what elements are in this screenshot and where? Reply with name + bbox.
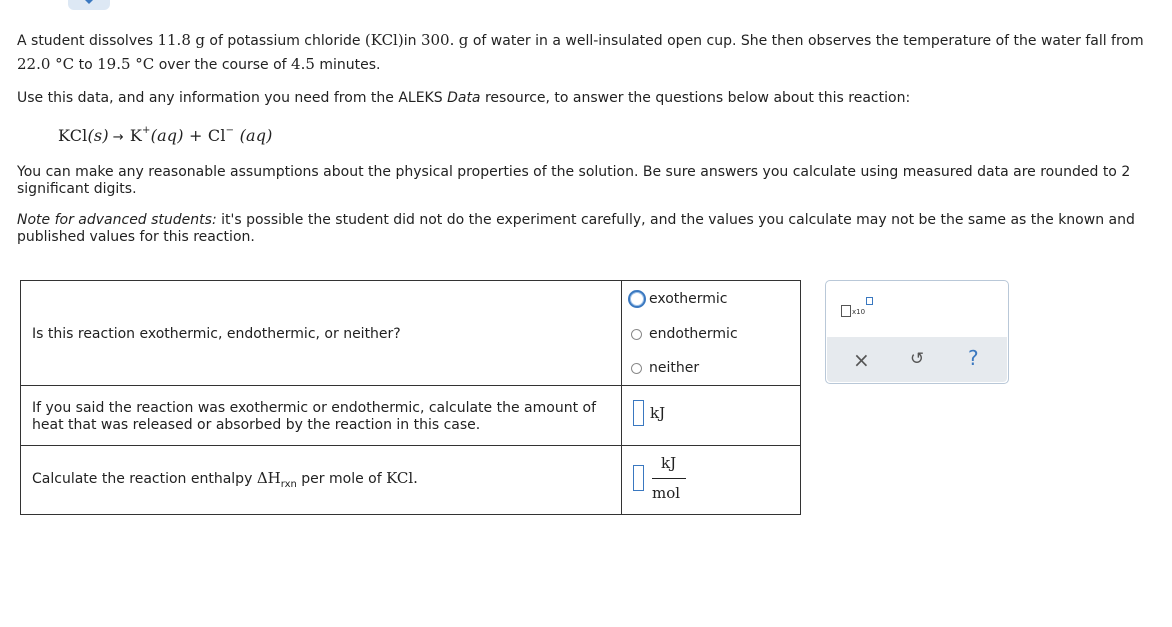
question-3-text: Calculate the reaction enthalpy $\Delta H_{rxn}$ per mole of KCl. [32,469,418,490]
fraction-bar [652,478,686,479]
enthalpy-unit-numerator: kJ [661,454,677,472]
question-1-text: Is this reaction exothermic, endothermic, or neither? [32,326,401,342]
column-divider [621,281,622,514]
scientific-notation-button[interactable]: x10 [841,297,871,321]
heat-answer-input[interactable] [633,400,644,426]
question-2-text: If you said the reaction was exothermic or endothermic, calculate the amount of heat that was released or absorbed by the reaction in this case. [32,400,596,433]
problem-intro-line2: 22.0 °C to 19.5 °C over the course of 4.5 minutes. [17,55,381,73]
row-divider [21,445,800,446]
row-divider [21,385,800,386]
help-icon[interactable]: ? [968,346,979,370]
option-exothermic[interactable]: exothermic [631,290,728,308]
exponent-box-icon [866,297,873,305]
chemical-equation: KCl(s) → K+(aq) + Cl− (aq) [58,124,273,145]
arrow-icon: → [112,130,124,145]
problem-intro-line1: A student dissolves 11.8 g of potassium chloride (KCl)in 300. g of water in a well-insulated open cup. She then observes the temperature of the water fall from [17,31,1144,49]
answer-tools-panel [825,280,1009,384]
use-data-instruction: Use this data, and any information you need from the ALEKS Data resource, to answer the questions below about this reaction: [17,90,911,106]
enthalpy-unit-denominator: mol [652,484,681,502]
radio-exothermic[interactable] [628,290,646,308]
advanced-note: Note for advanced students: it's possible the student did not do the experiment carefully, and the values you calculate may not be the same as the known and published values for this reaction. [17,212,1135,245]
mantissa-box-icon [841,305,851,317]
radio-endothermic[interactable] [631,329,642,340]
enthalpy-answer-input[interactable] [633,465,644,491]
radio-neither[interactable] [631,363,642,374]
assumptions-text: You can make any reasonable assumptions about the physical properties of the solution. Be sure answers you calculate using measured data are rounded to 2 significant digits. [17,164,1131,197]
heat-unit: kJ [650,404,666,422]
option-endothermic[interactable]: endothermic [631,326,738,342]
undo-icon[interactable]: ↺ [910,349,925,369]
clear-icon[interactable]: × [853,348,870,372]
option-neither[interactable]: neither [631,360,699,376]
collapse-tab[interactable] [68,0,110,10]
tools-toolbar [827,337,1007,382]
question-table [20,280,801,515]
chevron-down-icon [85,0,93,4]
